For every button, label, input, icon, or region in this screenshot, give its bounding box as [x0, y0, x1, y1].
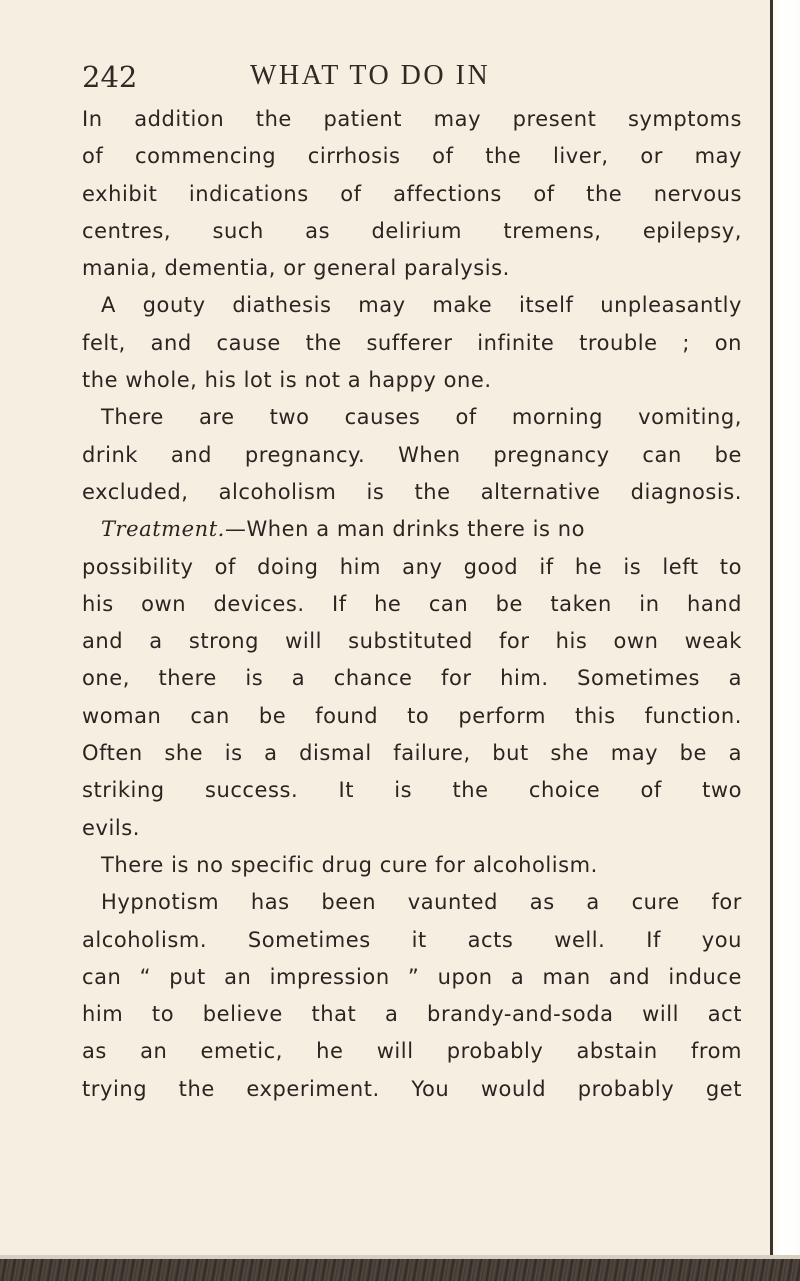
text-line: of commencing cirrhosis of the liver, or may	[82, 144, 742, 169]
text-line: In addition the patient may present symptoms	[82, 107, 742, 131]
text-line: him to believe that a brandy-and-soda will act	[82, 1002, 742, 1027]
page-edge	[770, 0, 800, 1281]
text-line: possibility of doing him any good if he is left to	[82, 554, 742, 579]
treatment-heading: Treatment.	[101, 517, 225, 542]
text-line: There is no specific drug cure for alcoholism.	[101, 852, 598, 877]
text-line: Often she is a dismal failure, but she may be a	[82, 741, 742, 766]
text-line: trying the experiment. You would probably get	[82, 1076, 742, 1101]
page-bottom-edge	[0, 1259, 800, 1281]
text-line: can “ put an impression ” upon a man and induce	[82, 964, 742, 989]
body-text	[82, 101, 742, 1108]
text-line: centres, such as delirium tremens, epilepsy,	[82, 218, 742, 243]
text-line: drink and pregnancy. When pregnancy can be	[82, 442, 742, 467]
text-line: his own devices. If he can be taken in hand	[82, 591, 742, 616]
text-line: exhibit indications of affections of the nervous	[82, 181, 742, 206]
text-line: mania, dementia, or general paralysis.	[82, 256, 510, 281]
text-line: the whole, his lot is not a happy one.	[82, 368, 492, 393]
running-title: WHAT TO DO IN	[250, 60, 491, 91]
text-line	[82, 511, 742, 548]
page-header	[82, 60, 702, 100]
text-line: striking success. It is the choice of two	[82, 778, 742, 803]
page-number: 242	[82, 60, 138, 94]
page-border-line	[770, 0, 773, 1281]
text-line: There are two causes of morning vomiting,	[101, 405, 742, 430]
text-line: one, there is a chance for him. Sometimes a	[82, 666, 742, 691]
text-line: alcoholism. Sometimes it acts well. If you	[82, 927, 742, 952]
text-line: evils.	[82, 815, 140, 840]
text-line: felt, and cause the sufferer infinite trouble ; on	[82, 330, 742, 355]
text-line: A gouty diathesis may make itself unpleasantly	[101, 293, 742, 318]
text-line: as an emetic, he will probably abstain from	[82, 1039, 742, 1064]
text-line: and a strong will substituted for his own weak	[82, 629, 742, 654]
text-line-rest: —When a man drinks there is no	[224, 517, 585, 542]
text-line: excluded, alcoholism is the alternative diagnosis.	[82, 479, 742, 504]
text-line: Hypnotism has been vaunted as a cure for	[101, 890, 742, 915]
text-line: woman can be found to perform this function.	[82, 703, 742, 728]
